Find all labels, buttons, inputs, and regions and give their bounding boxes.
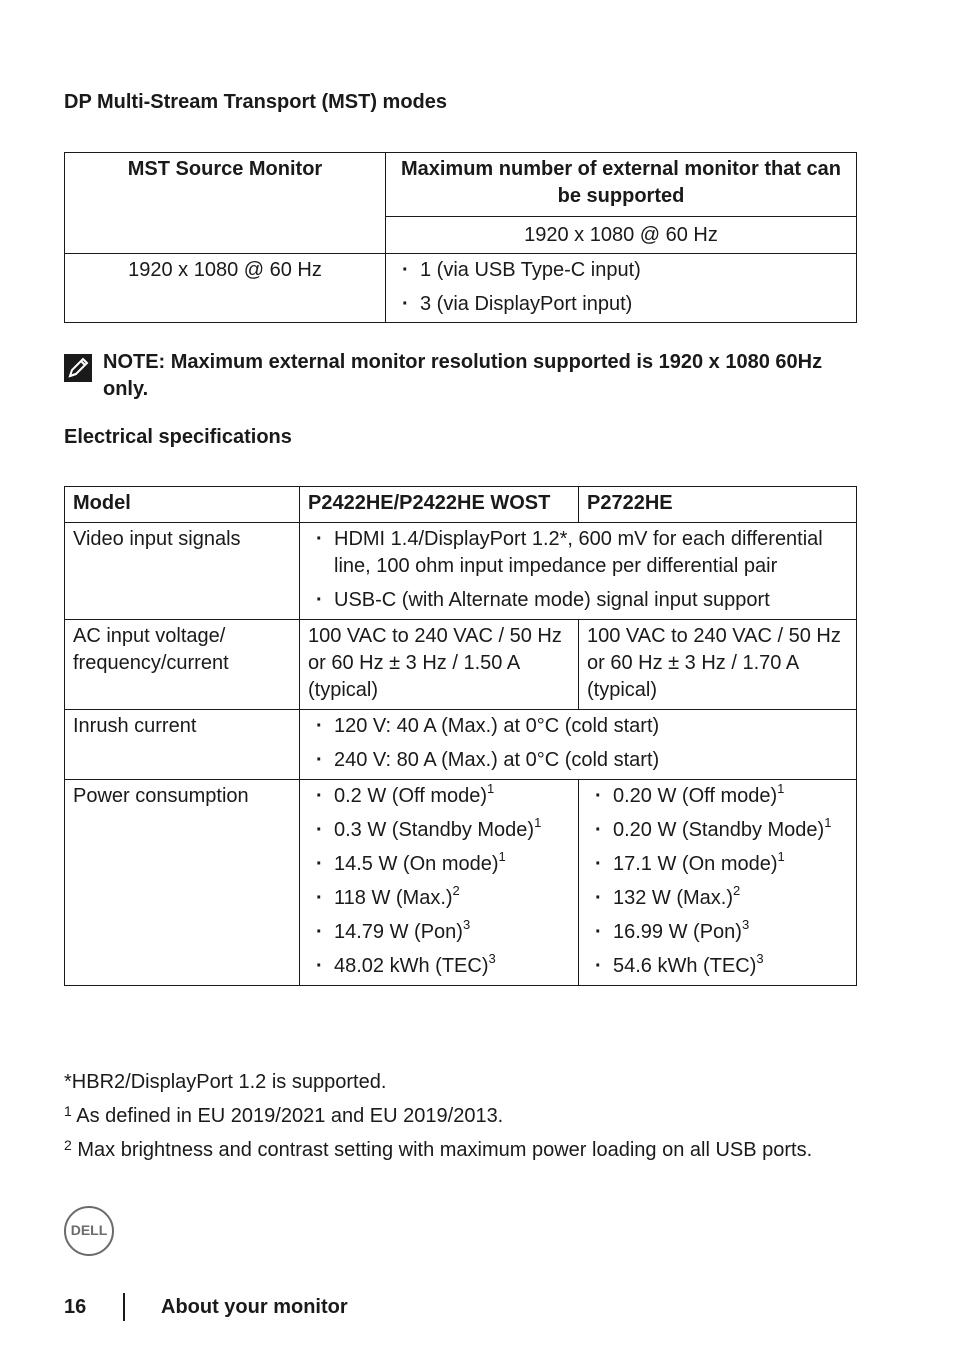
row-label-inrush: Inrush current bbox=[65, 710, 300, 780]
list-item: · 120 V: 40 A (Max.) at 0°C (cold start) bbox=[308, 713, 848, 740]
mst-table bbox=[64, 152, 857, 323]
mst-col2-subheader: 1920 x 1080 @ 60 Hz bbox=[386, 217, 857, 254]
list-item: · 14.5 W (On mode)$^1$ bbox=[308, 851, 570, 878]
footnote-star: *HBR2/DisplayPort 1.2 is supported. bbox=[64, 1071, 387, 1093]
mst-source-value: 1920 x 1080 @ 60 Hz bbox=[65, 254, 386, 323]
mst-monitor-count-cell bbox=[386, 254, 857, 323]
header-p2422he: P2422HE/P2422HE WOST bbox=[300, 487, 579, 523]
header-p2722he: P2722HE bbox=[579, 487, 857, 523]
mst-col1-header: MST Source Monitor bbox=[65, 153, 386, 254]
note-text: NOTE: Maximum external monitor resolution supported is 1920 x 1080 60Hz only. bbox=[103, 351, 823, 400]
list-item: · HDMI 1.4/DisplayPort 1.2*, 600 mV for each differential line, 100 ohm input impedance per differential pair bbox=[308, 526, 848, 580]
ac-p2422he: 100 VAC to 240 VAC / 50 Hz or 60 Hz ± 3 Hz / 1.50 A (typical) bbox=[300, 620, 579, 710]
list-item: · USB-C (with Alternate mode) signal input support bbox=[308, 587, 848, 614]
list-item: · 0.20 W (Off mode)$^1$ bbox=[587, 783, 848, 810]
power-p2722he bbox=[579, 780, 857, 986]
power-p2422he bbox=[300, 780, 579, 986]
electrical-spec-table bbox=[64, 486, 857, 986]
video-input-cell bbox=[300, 523, 857, 620]
pencil-note-icon bbox=[64, 354, 92, 382]
list-item: · 16.99 W (Pon)$^3$ bbox=[587, 919, 848, 946]
list-item: · 0.2 W (Off mode)$^1$ bbox=[308, 783, 570, 810]
footnote-1: $^1$ As defined in EU 2019/2021 and EU 2019/2013. bbox=[64, 1103, 504, 1127]
list-item: · 0.20 W (Standby Mode)$^1$ bbox=[587, 817, 848, 844]
row-label-power: Power consumption bbox=[65, 780, 300, 986]
list-item: · 240 V: 80 A (Max.) at 0°C (cold start) bbox=[308, 747, 848, 774]
list-item: · 48.02 kWh (TEC)$^3$ bbox=[308, 953, 570, 980]
mst-col2-header: Maximum number of external monitor that can be supported bbox=[386, 153, 857, 217]
dell-logo: DELL bbox=[64, 1206, 114, 1256]
list-item: · 54.6 kWh (TEC)$^3$ bbox=[587, 953, 848, 980]
mst-heading: DP Multi-Stream Transport (MST) modes bbox=[64, 91, 448, 113]
section-title: About your monitor bbox=[161, 1296, 348, 1318]
row-label-ac: AC input voltage/ frequency/current bbox=[65, 620, 300, 710]
list-item: · 132 W $(Max.)^2$ bbox=[587, 885, 848, 912]
header-model: Model bbox=[65, 487, 300, 523]
footnote-2: $^2$ Max brightness and contrast setting with maximum power loading on all USB ports. bbox=[64, 1137, 813, 1161]
list-item: · 14.79 W (Pon)$^3$ bbox=[308, 919, 570, 946]
footer-divider bbox=[123, 1293, 125, 1321]
inrush-cell bbox=[300, 710, 857, 780]
ac-p2722he: 100 VAC to 240 VAC / 50 Hz or 60 Hz ± 3 Hz / 1.70 A (typical) bbox=[579, 620, 857, 710]
list-item: · 1 (via USB Type-C input) bbox=[394, 257, 848, 284]
list-item: · 3 (via DisplayPort input) bbox=[394, 291, 848, 318]
page-number: 16 bbox=[64, 1296, 87, 1318]
list-item: · 0.3 W (Standby Mode)$^1$ bbox=[308, 817, 570, 844]
list-item: · 118 W $(Max.)^2$ bbox=[308, 885, 570, 912]
list-item: · 17.1 W (On mode)$^1$ bbox=[587, 851, 848, 878]
elec-heading: Electrical specifications bbox=[64, 426, 292, 448]
row-label-video: Video input signals bbox=[65, 523, 300, 620]
